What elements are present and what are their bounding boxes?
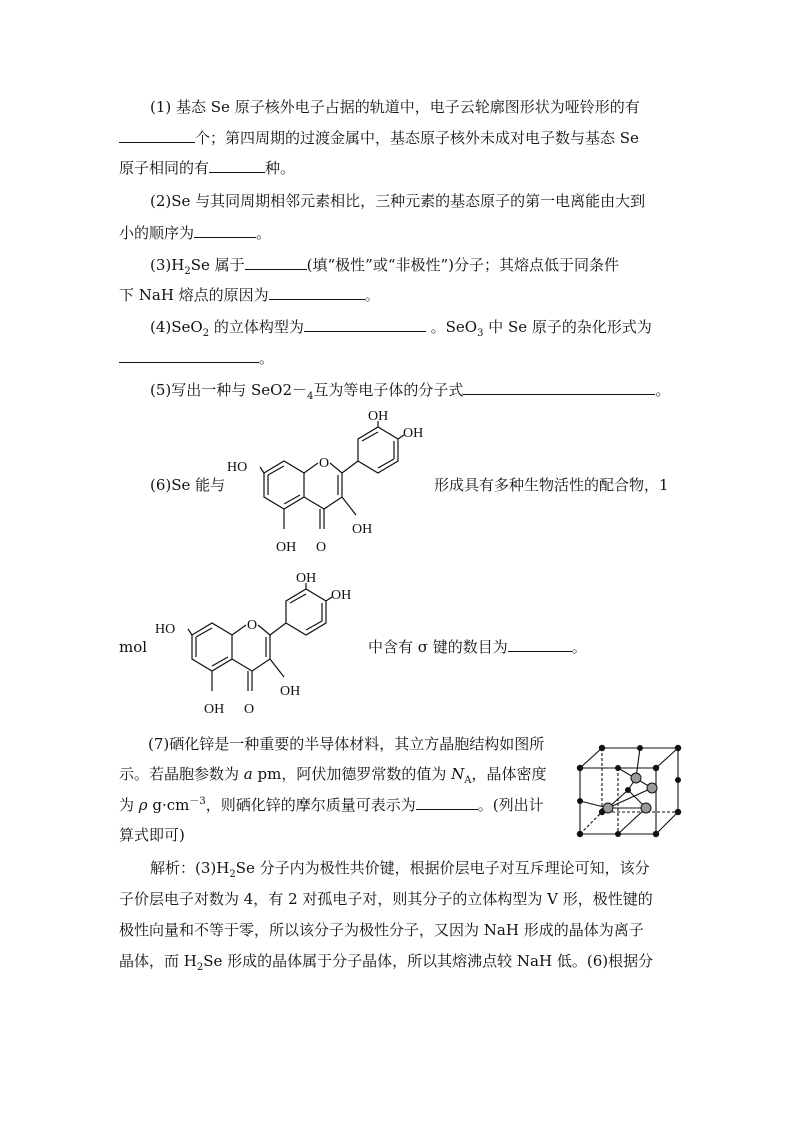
ring-b: [286, 589, 326, 635]
oh-label: OH: [276, 540, 297, 555]
oh-label: OH: [403, 426, 424, 441]
zinc-selenide-unit-cell: [574, 742, 686, 842]
analysis-line3: 极性向量和不等于零，所以该分子为极性分子，又因为 NaH 形成的晶体为离子: [119, 921, 644, 939]
ho-label: HO: [155, 622, 176, 637]
q6-line2-rest: 中含有 σ 键的数目为 。: [368, 638, 587, 656]
ring-a: [264, 461, 304, 509]
q7-line1: (7)硒化锌是一种重要的半导体材料，其立方晶胞结构如图所: [148, 735, 545, 753]
answer-blank[interactable]: [508, 637, 572, 652]
ring-oxygen-label: O: [319, 456, 330, 471]
ho-label: HO: [227, 460, 248, 475]
q1-line2: 个；第四周期的过渡金属中，基态原子核外未成对电子数与基态 Se: [119, 127, 679, 149]
q5-line1: (5)写出一种与 $SeO2-_4$互为等电子体的分子式 。: [150, 381, 671, 402]
q7-line2: 示。若晶胞参数为 a pm，阿伏加德罗常数的值为 $N_A$，晶体密度: [119, 765, 547, 786]
ring-b: [358, 427, 398, 473]
analysis-line1: 解析：$(3)H_2Se$ 分子内为极性共价键，根据价层电子对互斥理论可知，该分: [150, 859, 650, 880]
answer-blank[interactable]: [119, 348, 259, 363]
oh-label: OH: [331, 588, 352, 603]
oh-label: OH: [280, 684, 301, 699]
ring-a: [192, 623, 232, 671]
q6-line2-prefix: mol: [119, 638, 148, 656]
q6-line1-rest: 形成具有多种生物活性的配合物，1: [434, 476, 669, 494]
q3-line2: 下 NaH 熔点的原因为 。: [119, 286, 380, 304]
oh-label: OH: [368, 409, 389, 424]
oh-label: OH: [204, 702, 225, 717]
q7-line3: 为 ρ $g\cdot cm^{-3}$，则硒化锌的摩尔质量可表示为 。(列出计: [119, 796, 544, 814]
oh-label: OH: [352, 522, 373, 537]
flavonoid-structure-1: [222, 405, 432, 557]
flavonoid-structure-2: [150, 567, 360, 719]
keto-oxygen-label: O: [316, 540, 327, 555]
q2-line2: 小的顺序为 。: [119, 224, 272, 242]
oh-label: OH: [296, 571, 317, 586]
answer-blank[interactable]: [463, 380, 655, 395]
keto-oxygen-label: O: [244, 702, 255, 717]
answer-blank[interactable]: [269, 285, 365, 300]
ring-oxygen-label: O: [247, 618, 258, 633]
answer-blank[interactable]: [304, 317, 426, 332]
q1-line3: 原子相同的有 种。: [119, 159, 296, 177]
answer-blank[interactable]: [119, 128, 195, 143]
q4-line2: 。: [119, 347, 679, 369]
analysis-line2: 子价层电子对数为 4，有 2 对孤电子对，则其分子的立体构型为 V 形，极性键的: [119, 890, 653, 908]
q3-line1: $(3)H_2Se$ 属于 (填“极性”或“非极性”)分子；其熔点低于同条件: [150, 256, 620, 277]
answer-blank[interactable]: [209, 158, 265, 173]
answer-blank[interactable]: [245, 255, 307, 270]
answer-blank[interactable]: [416, 795, 478, 810]
q6-line1-prefix: (6)Se 能与: [150, 476, 226, 494]
q1-line1: (1) 基态 Se 原子核外电子占据的轨道中，电子云轮廓图形状为哑铃形的有: [150, 98, 640, 116]
q7-line4: 算式即可): [119, 826, 185, 844]
q4-line1: (4)SeO$_2$ 的立体构型为 。SeO$_3$ 中 Se 原子的杂化形式为: [150, 318, 652, 339]
answer-blank[interactable]: [194, 223, 256, 238]
analysis-line4: 晶体，而 $H_2Se$ 形成的晶体属于分子晶体，所以其熔沸点较 NaH 低。(6)根据分: [119, 952, 654, 973]
q2-line1: (2)Se 与其同周期相邻元素相比，三种元素的基态原子的第一电离能由大到: [150, 192, 646, 210]
